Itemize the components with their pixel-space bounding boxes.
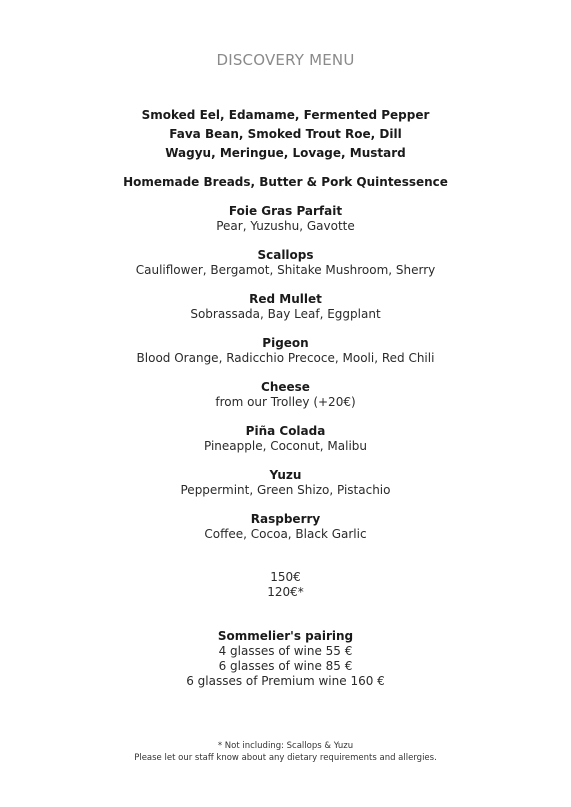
footer-note: * Not including: Scallops & Yuzu <box>217 741 354 751</box>
course-name: Pigeon <box>262 336 309 350</box>
menu-price: 150€ <box>270 570 301 584</box>
course-description: Peppermint, Green Shizo, Pistachio <box>180 483 391 497</box>
pairing-title: Sommelier's pairing <box>217 629 354 643</box>
course-name: Raspberry <box>250 512 321 526</box>
course-name: Cheese <box>261 380 310 394</box>
menu-title: DISCOVERY MENU <box>216 51 355 69</box>
pairing-option: 6 glasses of Premium wine 160 € <box>186 674 385 688</box>
course-name: Red Mullet <box>249 292 322 306</box>
course-description: Coffee, Cocoa, Black Garlic <box>204 527 367 541</box>
footer-allergies: Please let our staff know about any dietary requirements and allergies. <box>134 753 437 763</box>
bread-item: Homemade Breads, Butter & Pork Quintessence <box>123 175 448 189</box>
course-description: Sobrassada, Bay Leaf, Eggplant <box>190 307 381 321</box>
course-description: from our Trolley (+20€) <box>215 395 356 409</box>
course-name: Foie Gras Parfait <box>228 204 343 218</box>
pairing-option: 6 glasses of wine 85 € <box>218 659 353 673</box>
snack-item: Smoked Eel, Edamame, Fermented Pepper <box>141 108 430 122</box>
course-name: Piña Colada <box>245 424 326 438</box>
course-description: Cauliflower, Bergamot, Shitake Mushroom, Sherry <box>135 263 436 277</box>
pairing-option: 4 glasses of wine 55 € <box>218 644 353 658</box>
course-description: Pear, Yuzushu, Gavotte <box>216 219 355 233</box>
course-name: Scallops <box>257 248 314 262</box>
course-description: Pineapple, Coconut, Malibu <box>203 439 368 453</box>
course-description: Blood Orange, Radicchio Precoce, Mooli, Red Chili <box>136 351 435 365</box>
snack-item: Fava Bean, Smoked Trout Roe, Dill <box>169 127 402 141</box>
menu-price-reduced: 120€* <box>267 585 304 599</box>
course-name: Yuzu <box>269 468 302 482</box>
snack-item: Wagyu, Meringue, Lovage, Mustard <box>165 146 406 160</box>
